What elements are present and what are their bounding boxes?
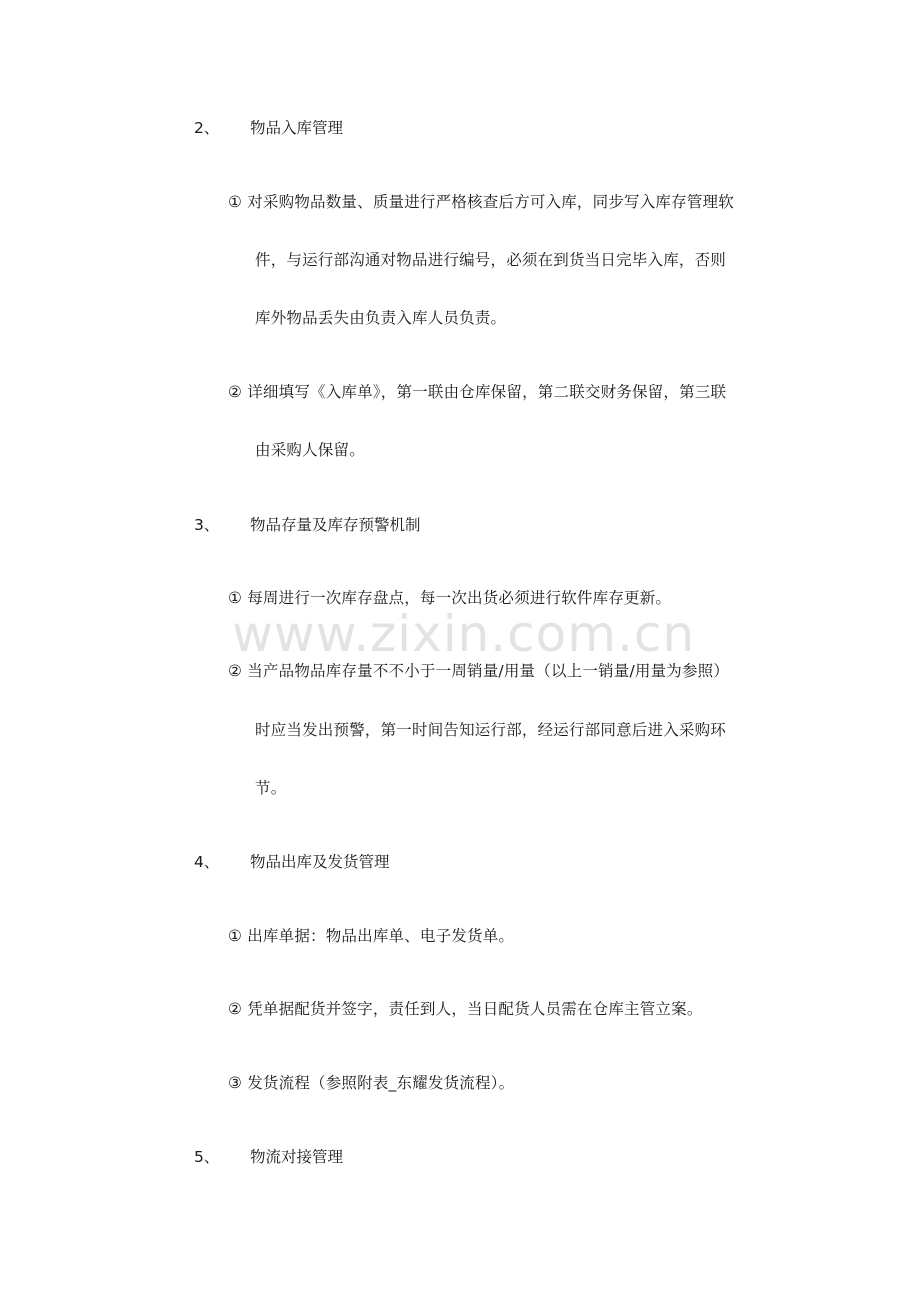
section-title: 物品存量及库存预警机制	[250, 516, 421, 534]
paragraph-line: 节。	[255, 779, 287, 797]
section-title: 物品出库及发货管理	[250, 853, 390, 871]
paragraph-line: ① 每周进行一次库存盘点，每一次出货必须进行软件库存更新。	[228, 589, 672, 607]
paragraph-line: 由采购人保留。	[255, 441, 365, 459]
watermark-text: www.zixin.com.cn	[232, 605, 696, 663]
section-number: 4、	[194, 853, 220, 871]
paragraph-line: ② 凭单据配货并签字，责任到人，当日配货人员需在仓库主管立案。	[228, 1000, 703, 1018]
paragraph-line: ① 对采购物品数量、质量进行严格核查后方可入库，同步写入库存管理软	[228, 193, 734, 211]
paragraph-line: ③ 发货流程（参照附表_东耀发货流程）。	[228, 1074, 515, 1092]
section-number: 3、	[194, 516, 220, 534]
paragraph-line: ② 详细填写《入库单》，第一联由仓库保留，第二联交财务保留，第三联	[228, 383, 727, 401]
paragraph-line: 件，与运行部沟通对物品进行编号，必须在到货当日完毕入库，否则	[255, 251, 727, 269]
paragraph-line: ① 出库单据：物品出库单、电子发货单。	[228, 927, 515, 945]
section-number: 2、	[194, 119, 220, 137]
paragraph-line: 时应当发出预警，第一时间告知运行部，经运行部同意后进入采购环	[255, 721, 727, 739]
section-number: 5、	[194, 1148, 220, 1166]
paragraph-line: 库外物品丢失由负责入库人员负责。	[255, 309, 507, 327]
paragraph-line: ② 当产品物品库存量不不小于一周销量/用量（以上一销量/用量为参照）	[228, 662, 730, 680]
section-title: 物流对接管理	[250, 1148, 344, 1166]
section-title: 物品入库管理	[250, 119, 344, 137]
